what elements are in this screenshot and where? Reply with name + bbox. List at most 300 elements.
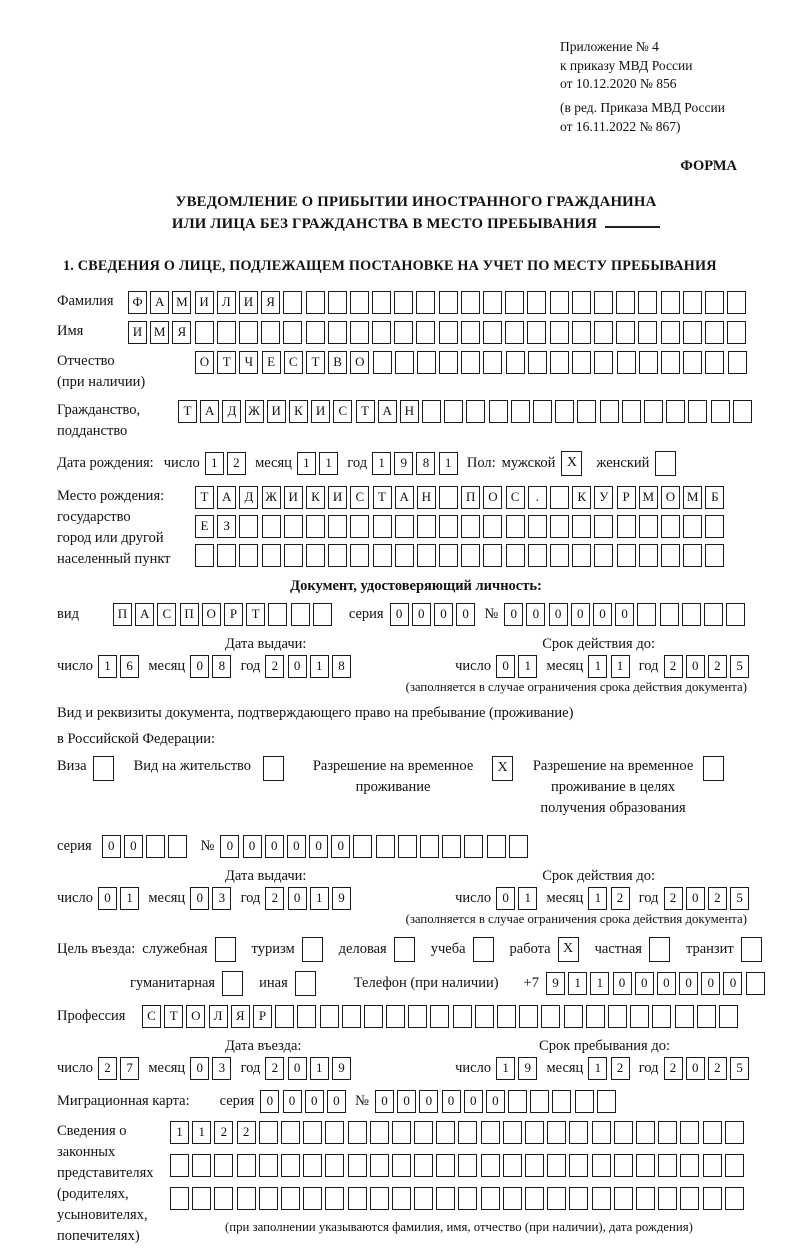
char-cell[interactable] bbox=[639, 515, 658, 538]
char-cell[interactable] bbox=[564, 1005, 583, 1028]
char-cell[interactable] bbox=[348, 1121, 367, 1144]
char-cell[interactable] bbox=[594, 321, 613, 344]
entry-month-cells[interactable] bbox=[190, 1057, 234, 1080]
identity-valid-year-cells[interactable] bbox=[664, 655, 753, 678]
char-cell[interactable] bbox=[577, 400, 596, 423]
char-cell[interactable] bbox=[547, 1154, 566, 1177]
char-cell[interactable] bbox=[575, 1090, 594, 1113]
char-cell[interactable]: Н bbox=[400, 400, 419, 423]
char-cell[interactable]: А bbox=[378, 400, 397, 423]
char-cell[interactable] bbox=[328, 321, 347, 344]
char-cell[interactable] bbox=[592, 1187, 611, 1210]
char-cell[interactable] bbox=[506, 351, 525, 374]
char-cell[interactable]: 9 bbox=[546, 972, 565, 995]
char-cell[interactable]: Е bbox=[262, 351, 281, 374]
char-cell[interactable] bbox=[259, 1121, 278, 1144]
char-cell[interactable] bbox=[725, 1187, 744, 1210]
char-cell[interactable] bbox=[237, 1154, 256, 1177]
char-cell[interactable] bbox=[275, 1005, 294, 1028]
char-cell[interactable] bbox=[617, 515, 636, 538]
char-cell[interactable] bbox=[572, 321, 591, 344]
char-cell[interactable] bbox=[313, 603, 332, 626]
char-cell[interactable]: И bbox=[239, 291, 258, 314]
char-cell[interactable]: 8 bbox=[416, 452, 435, 475]
char-cell[interactable] bbox=[528, 351, 547, 374]
char-cell[interactable]: 2 bbox=[265, 655, 284, 678]
char-cell[interactable] bbox=[497, 1005, 516, 1028]
char-cell[interactable] bbox=[303, 1121, 322, 1144]
char-cell[interactable] bbox=[550, 486, 569, 509]
char-cell[interactable]: Ч bbox=[239, 351, 258, 374]
char-cell[interactable]: Н bbox=[417, 486, 436, 509]
char-cell[interactable]: 0 bbox=[723, 972, 742, 995]
char-cell[interactable] bbox=[555, 400, 574, 423]
char-cell[interactable] bbox=[320, 1005, 339, 1028]
birth-place-row3-cells[interactable] bbox=[195, 544, 728, 567]
char-cell[interactable]: А bbox=[395, 486, 414, 509]
char-cell[interactable] bbox=[461, 515, 480, 538]
char-cell[interactable] bbox=[725, 1154, 744, 1177]
char-cell[interactable]: 0 bbox=[526, 603, 545, 626]
char-cell[interactable] bbox=[505, 321, 524, 344]
char-cell[interactable]: 0 bbox=[657, 972, 676, 995]
char-cell[interactable] bbox=[283, 321, 302, 344]
char-cell[interactable]: 0 bbox=[287, 835, 306, 858]
doc-number-cells[interactable] bbox=[504, 603, 748, 626]
char-cell[interactable]: С bbox=[284, 351, 303, 374]
char-cell[interactable]: А bbox=[217, 486, 236, 509]
char-cell[interactable]: И bbox=[284, 486, 303, 509]
char-cell[interactable] bbox=[519, 1005, 538, 1028]
char-cell[interactable] bbox=[533, 400, 552, 423]
residence-issue-year-cells[interactable] bbox=[265, 887, 354, 910]
char-cell[interactable] bbox=[261, 321, 280, 344]
char-cell[interactable] bbox=[444, 400, 463, 423]
char-cell[interactable]: 1 bbox=[588, 655, 607, 678]
char-cell[interactable]: М bbox=[639, 486, 658, 509]
char-cell[interactable]: 0 bbox=[288, 887, 307, 910]
identity-issue-day-cells[interactable] bbox=[98, 655, 142, 678]
char-cell[interactable]: 0 bbox=[397, 1090, 416, 1113]
char-cell[interactable]: 0 bbox=[434, 603, 453, 626]
char-cell[interactable]: 8 bbox=[332, 655, 351, 678]
char-cell[interactable] bbox=[291, 603, 310, 626]
purpose-official-checkbox[interactable] bbox=[215, 937, 236, 962]
char-cell[interactable] bbox=[350, 321, 369, 344]
char-cell[interactable] bbox=[680, 1154, 699, 1177]
birth-month-cells[interactable] bbox=[297, 452, 341, 475]
char-cell[interactable]: 0 bbox=[496, 887, 515, 910]
char-cell[interactable] bbox=[505, 291, 524, 314]
char-cell[interactable]: А bbox=[135, 603, 154, 626]
birth-place-row2-cells[interactable] bbox=[195, 515, 728, 538]
char-cell[interactable]: 2 bbox=[265, 887, 284, 910]
representatives-row1-cells[interactable] bbox=[170, 1121, 747, 1144]
char-cell[interactable]: 3 bbox=[212, 1057, 231, 1080]
char-cell[interactable]: 5 bbox=[730, 1057, 749, 1080]
char-cell[interactable]: 1 bbox=[310, 1057, 329, 1080]
char-cell[interactable] bbox=[661, 321, 680, 344]
char-cell[interactable]: 2 bbox=[214, 1121, 233, 1144]
char-cell[interactable] bbox=[370, 1121, 389, 1144]
char-cell[interactable] bbox=[283, 291, 302, 314]
char-cell[interactable]: 1 bbox=[192, 1121, 211, 1144]
char-cell[interactable] bbox=[592, 1154, 611, 1177]
char-cell[interactable]: 1 bbox=[319, 452, 338, 475]
char-cell[interactable] bbox=[614, 1121, 633, 1144]
char-cell[interactable]: 0 bbox=[331, 835, 350, 858]
char-cell[interactable]: 6 bbox=[120, 655, 139, 678]
char-cell[interactable] bbox=[569, 1154, 588, 1177]
char-cell[interactable] bbox=[705, 515, 724, 538]
char-cell[interactable]: 0 bbox=[375, 1090, 394, 1113]
char-cell[interactable] bbox=[683, 544, 702, 567]
char-cell[interactable]: 0 bbox=[305, 1090, 324, 1113]
char-cell[interactable] bbox=[614, 1187, 633, 1210]
char-cell[interactable]: Р bbox=[617, 486, 636, 509]
char-cell[interactable]: 0 bbox=[504, 603, 523, 626]
char-cell[interactable] bbox=[353, 835, 372, 858]
char-cell[interactable] bbox=[630, 1005, 649, 1028]
char-cell[interactable] bbox=[195, 321, 214, 344]
char-cell[interactable] bbox=[683, 351, 702, 374]
char-cell[interactable]: 1 bbox=[588, 1057, 607, 1080]
char-cell[interactable]: К bbox=[572, 486, 591, 509]
char-cell[interactable] bbox=[506, 515, 525, 538]
char-cell[interactable]: 0 bbox=[124, 835, 143, 858]
char-cell[interactable] bbox=[525, 1187, 544, 1210]
char-cell[interactable]: В bbox=[328, 351, 347, 374]
char-cell[interactable] bbox=[146, 835, 165, 858]
char-cell[interactable] bbox=[705, 351, 724, 374]
char-cell[interactable] bbox=[594, 515, 613, 538]
char-cell[interactable]: 2 bbox=[98, 1057, 117, 1080]
char-cell[interactable] bbox=[364, 1005, 383, 1028]
char-cell[interactable]: 0 bbox=[496, 655, 515, 678]
char-cell[interactable]: 1 bbox=[297, 452, 316, 475]
char-cell[interactable]: 2 bbox=[664, 1057, 683, 1080]
char-cell[interactable] bbox=[638, 321, 657, 344]
char-cell[interactable] bbox=[461, 544, 480, 567]
char-cell[interactable]: 1 bbox=[590, 972, 609, 995]
char-cell[interactable] bbox=[550, 351, 569, 374]
char-cell[interactable]: И bbox=[267, 400, 286, 423]
char-cell[interactable]: 1 bbox=[170, 1121, 189, 1144]
char-cell[interactable]: 0 bbox=[571, 603, 590, 626]
char-cell[interactable] bbox=[373, 515, 392, 538]
char-cell[interactable] bbox=[350, 291, 369, 314]
char-cell[interactable] bbox=[683, 515, 702, 538]
char-cell[interactable]: Д bbox=[222, 400, 241, 423]
char-cell[interactable] bbox=[306, 291, 325, 314]
char-cell[interactable]: С bbox=[142, 1005, 161, 1028]
char-cell[interactable] bbox=[281, 1187, 300, 1210]
char-cell[interactable] bbox=[439, 291, 458, 314]
char-cell[interactable] bbox=[392, 1154, 411, 1177]
char-cell[interactable] bbox=[661, 515, 680, 538]
char-cell[interactable] bbox=[239, 321, 258, 344]
migration-number-cells[interactable] bbox=[375, 1090, 619, 1113]
char-cell[interactable]: О bbox=[483, 486, 502, 509]
char-cell[interactable]: 0 bbox=[686, 1057, 705, 1080]
char-cell[interactable]: Т bbox=[373, 486, 392, 509]
char-cell[interactable] bbox=[373, 351, 392, 374]
char-cell[interactable] bbox=[483, 515, 502, 538]
char-cell[interactable]: . bbox=[528, 486, 547, 509]
char-cell[interactable] bbox=[528, 515, 547, 538]
char-cell[interactable] bbox=[614, 1154, 633, 1177]
char-cell[interactable]: 9 bbox=[332, 887, 351, 910]
char-cell[interactable] bbox=[530, 1090, 549, 1113]
char-cell[interactable]: П bbox=[180, 603, 199, 626]
char-cell[interactable]: 1 bbox=[205, 452, 224, 475]
char-cell[interactable] bbox=[639, 544, 658, 567]
char-cell[interactable] bbox=[658, 1187, 677, 1210]
char-cell[interactable] bbox=[395, 515, 414, 538]
char-cell[interactable]: И bbox=[195, 291, 214, 314]
char-cell[interactable] bbox=[594, 544, 613, 567]
char-cell[interactable] bbox=[489, 400, 508, 423]
char-cell[interactable] bbox=[644, 400, 663, 423]
stay-year-cells[interactable] bbox=[664, 1057, 753, 1080]
residence-series-cells[interactable] bbox=[102, 835, 191, 858]
char-cell[interactable] bbox=[503, 1154, 522, 1177]
char-cell[interactable]: Т bbox=[246, 603, 265, 626]
purpose-tourism-checkbox[interactable] bbox=[302, 937, 323, 962]
char-cell[interactable] bbox=[259, 1154, 278, 1177]
patronymic-cells[interactable] bbox=[195, 351, 750, 374]
char-cell[interactable] bbox=[350, 544, 369, 567]
char-cell[interactable] bbox=[658, 1121, 677, 1144]
char-cell[interactable]: 9 bbox=[394, 452, 413, 475]
char-cell[interactable]: 0 bbox=[419, 1090, 438, 1113]
char-cell[interactable]: 2 bbox=[611, 1057, 630, 1080]
char-cell[interactable]: Я bbox=[261, 291, 280, 314]
char-cell[interactable] bbox=[398, 835, 417, 858]
char-cell[interactable] bbox=[683, 291, 702, 314]
char-cell[interactable] bbox=[594, 351, 613, 374]
char-cell[interactable]: 2 bbox=[611, 887, 630, 910]
char-cell[interactable]: 2 bbox=[708, 655, 727, 678]
char-cell[interactable] bbox=[617, 544, 636, 567]
char-cell[interactable] bbox=[483, 544, 502, 567]
char-cell[interactable] bbox=[392, 1121, 411, 1144]
char-cell[interactable] bbox=[376, 835, 395, 858]
char-cell[interactable]: 2 bbox=[227, 452, 246, 475]
char-cell[interactable] bbox=[348, 1187, 367, 1210]
char-cell[interactable] bbox=[436, 1187, 455, 1210]
char-cell[interactable] bbox=[417, 544, 436, 567]
char-cell[interactable] bbox=[711, 400, 730, 423]
char-cell[interactable] bbox=[342, 1005, 361, 1028]
char-cell[interactable]: И bbox=[311, 400, 330, 423]
char-cell[interactable] bbox=[475, 1005, 494, 1028]
char-cell[interactable]: 0 bbox=[456, 603, 475, 626]
char-cell[interactable]: 5 bbox=[730, 887, 749, 910]
char-cell[interactable]: Т bbox=[356, 400, 375, 423]
char-cell[interactable] bbox=[370, 1154, 389, 1177]
char-cell[interactable]: 9 bbox=[518, 1057, 537, 1080]
char-cell[interactable] bbox=[416, 321, 435, 344]
char-cell[interactable]: 2 bbox=[708, 1057, 727, 1080]
char-cell[interactable] bbox=[661, 291, 680, 314]
char-cell[interactable] bbox=[350, 515, 369, 538]
char-cell[interactable] bbox=[439, 544, 458, 567]
char-cell[interactable]: 0 bbox=[613, 972, 632, 995]
char-cell[interactable] bbox=[328, 544, 347, 567]
char-cell[interactable] bbox=[527, 321, 546, 344]
char-cell[interactable] bbox=[508, 1090, 527, 1113]
char-cell[interactable] bbox=[481, 1187, 500, 1210]
char-cell[interactable] bbox=[661, 351, 680, 374]
char-cell[interactable] bbox=[726, 603, 745, 626]
char-cell[interactable] bbox=[306, 321, 325, 344]
char-cell[interactable] bbox=[616, 291, 635, 314]
char-cell[interactable] bbox=[395, 351, 414, 374]
citizenship-cells[interactable] bbox=[178, 400, 755, 423]
char-cell[interactable] bbox=[547, 1121, 566, 1144]
char-cell[interactable] bbox=[639, 351, 658, 374]
char-cell[interactable] bbox=[214, 1187, 233, 1210]
char-cell[interactable] bbox=[746, 972, 765, 995]
char-cell[interactable]: Д bbox=[239, 486, 258, 509]
char-cell[interactable] bbox=[458, 1187, 477, 1210]
char-cell[interactable]: Ж bbox=[262, 486, 281, 509]
char-cell[interactable]: 1 bbox=[310, 887, 329, 910]
char-cell[interactable] bbox=[727, 291, 746, 314]
char-cell[interactable] bbox=[527, 291, 546, 314]
char-cell[interactable] bbox=[439, 351, 458, 374]
purpose-humanitarian-checkbox[interactable] bbox=[222, 971, 243, 996]
char-cell[interactable]: 0 bbox=[442, 1090, 461, 1113]
char-cell[interactable]: 0 bbox=[288, 1057, 307, 1080]
char-cell[interactable] bbox=[600, 400, 619, 423]
char-cell[interactable] bbox=[483, 321, 502, 344]
char-cell[interactable]: 0 bbox=[98, 887, 117, 910]
char-cell[interactable] bbox=[217, 544, 236, 567]
char-cell[interactable] bbox=[528, 544, 547, 567]
purpose-other-checkbox[interactable] bbox=[295, 971, 316, 996]
char-cell[interactable] bbox=[487, 835, 506, 858]
char-cell[interactable] bbox=[328, 515, 347, 538]
char-cell[interactable] bbox=[728, 351, 747, 374]
char-cell[interactable]: С bbox=[506, 486, 525, 509]
char-cell[interactable]: 1 bbox=[372, 452, 391, 475]
char-cell[interactable]: 2 bbox=[664, 655, 683, 678]
char-cell[interactable] bbox=[262, 515, 281, 538]
char-cell[interactable]: Т bbox=[164, 1005, 183, 1028]
purpose-transit-checkbox[interactable] bbox=[741, 937, 762, 962]
purpose-study-checkbox[interactable] bbox=[473, 937, 494, 962]
identity-issue-year-cells[interactable] bbox=[265, 655, 354, 678]
char-cell[interactable] bbox=[569, 1187, 588, 1210]
purpose-work-checkbox[interactable]: X bbox=[558, 937, 579, 962]
entry-day-cells[interactable] bbox=[98, 1057, 142, 1080]
char-cell[interactable] bbox=[622, 400, 641, 423]
char-cell[interactable] bbox=[414, 1154, 433, 1177]
char-cell[interactable] bbox=[414, 1121, 433, 1144]
char-cell[interactable]: 0 bbox=[593, 603, 612, 626]
profession-cells[interactable] bbox=[142, 1005, 741, 1028]
char-cell[interactable] bbox=[703, 1187, 722, 1210]
char-cell[interactable]: 0 bbox=[243, 835, 262, 858]
char-cell[interactable] bbox=[348, 1154, 367, 1177]
char-cell[interactable] bbox=[636, 1121, 655, 1144]
char-cell[interactable] bbox=[461, 351, 480, 374]
char-cell[interactable] bbox=[525, 1121, 544, 1144]
char-cell[interactable]: 2 bbox=[265, 1057, 284, 1080]
char-cell[interactable] bbox=[547, 1187, 566, 1210]
char-cell[interactable] bbox=[328, 291, 347, 314]
char-cell[interactable] bbox=[725, 1121, 744, 1144]
char-cell[interactable] bbox=[303, 1154, 322, 1177]
char-cell[interactable]: Я bbox=[172, 321, 191, 344]
char-cell[interactable] bbox=[284, 515, 303, 538]
char-cell[interactable] bbox=[608, 1005, 627, 1028]
char-cell[interactable] bbox=[675, 1005, 694, 1028]
char-cell[interactable] bbox=[697, 1005, 716, 1028]
char-cell[interactable]: 0 bbox=[701, 972, 720, 995]
char-cell[interactable] bbox=[682, 603, 701, 626]
representatives-row2-cells[interactable] bbox=[170, 1154, 747, 1177]
char-cell[interactable]: 0 bbox=[686, 887, 705, 910]
char-cell[interactable] bbox=[268, 603, 287, 626]
char-cell[interactable] bbox=[439, 486, 458, 509]
char-cell[interactable] bbox=[483, 291, 502, 314]
residence-permit-checkbox[interactable] bbox=[263, 756, 284, 781]
char-cell[interactable] bbox=[638, 291, 657, 314]
char-cell[interactable]: 0 bbox=[309, 835, 328, 858]
char-cell[interactable] bbox=[217, 321, 236, 344]
char-cell[interactable] bbox=[461, 321, 480, 344]
char-cell[interactable]: К bbox=[289, 400, 308, 423]
char-cell[interactable] bbox=[439, 321, 458, 344]
char-cell[interactable] bbox=[705, 321, 724, 344]
char-cell[interactable] bbox=[306, 544, 325, 567]
char-cell[interactable] bbox=[594, 291, 613, 314]
char-cell[interactable] bbox=[392, 1187, 411, 1210]
sex-female-checkbox[interactable] bbox=[655, 451, 676, 476]
char-cell[interactable] bbox=[192, 1187, 211, 1210]
char-cell[interactable] bbox=[703, 1121, 722, 1144]
entry-year-cells[interactable] bbox=[265, 1057, 354, 1080]
char-cell[interactable] bbox=[541, 1005, 560, 1028]
char-cell[interactable]: 5 bbox=[730, 655, 749, 678]
char-cell[interactable] bbox=[680, 1187, 699, 1210]
char-cell[interactable]: К bbox=[306, 486, 325, 509]
char-cell[interactable]: 0 bbox=[486, 1090, 505, 1113]
purpose-business-checkbox[interactable] bbox=[394, 937, 415, 962]
char-cell[interactable]: 1 bbox=[439, 452, 458, 475]
char-cell[interactable]: 0 bbox=[390, 603, 409, 626]
char-cell[interactable]: Т bbox=[306, 351, 325, 374]
char-cell[interactable]: 1 bbox=[310, 655, 329, 678]
char-cell[interactable]: Л bbox=[217, 291, 236, 314]
char-cell[interactable] bbox=[170, 1154, 189, 1177]
char-cell[interactable]: 0 bbox=[679, 972, 698, 995]
char-cell[interactable] bbox=[239, 544, 258, 567]
char-cell[interactable]: М bbox=[683, 486, 702, 509]
char-cell[interactable] bbox=[214, 1154, 233, 1177]
char-cell[interactable]: 3 bbox=[212, 887, 231, 910]
char-cell[interactable]: 1 bbox=[611, 655, 630, 678]
temp-residence-checkbox[interactable]: X bbox=[492, 756, 513, 781]
char-cell[interactable]: 1 bbox=[98, 655, 117, 678]
char-cell[interactable]: 0 bbox=[615, 603, 634, 626]
char-cell[interactable]: 0 bbox=[283, 1090, 302, 1113]
char-cell[interactable] bbox=[439, 515, 458, 538]
char-cell[interactable] bbox=[481, 1154, 500, 1177]
